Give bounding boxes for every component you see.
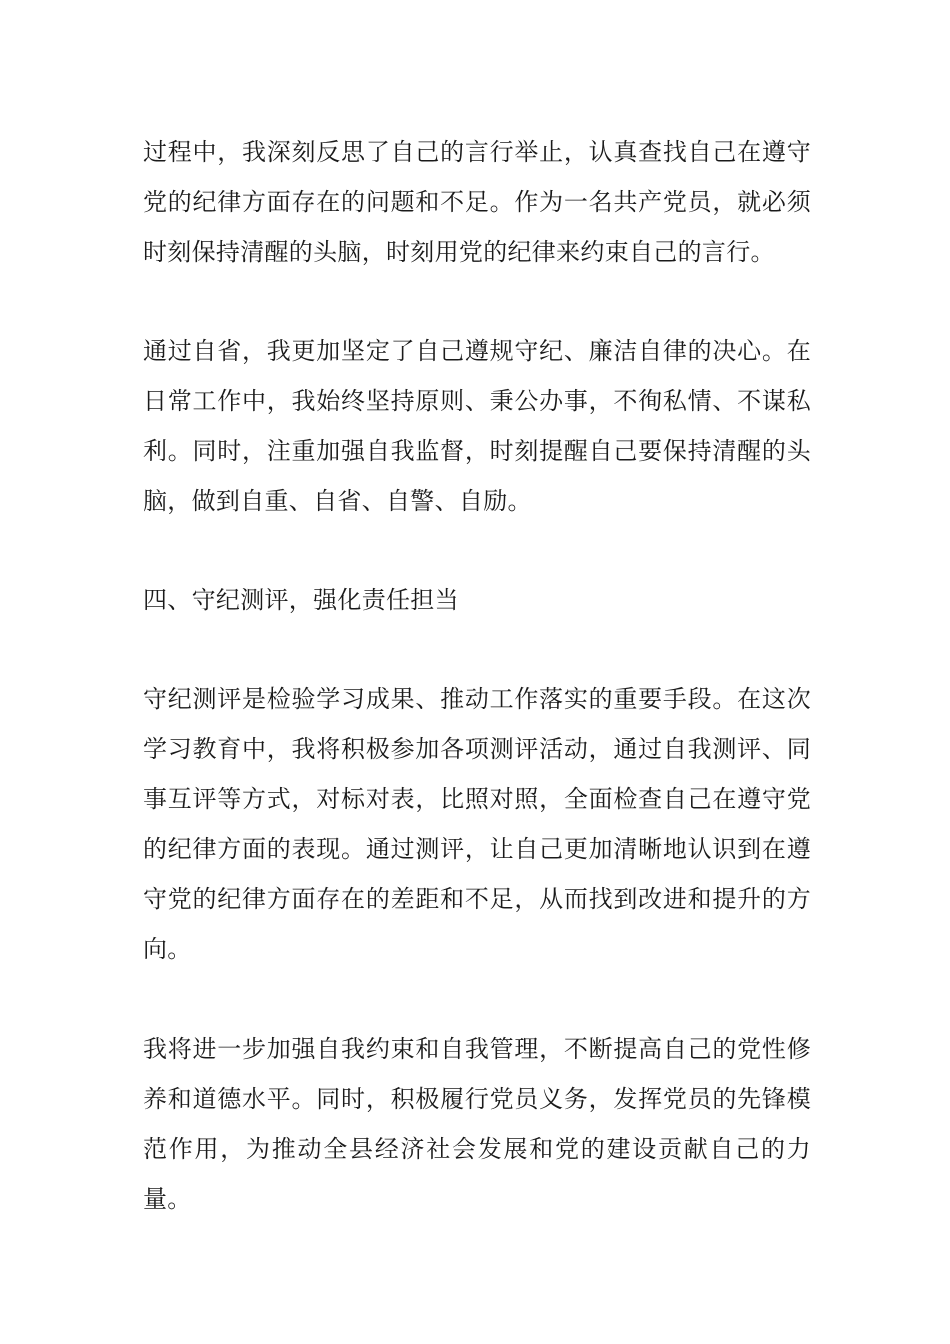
paragraph-discipline-evaluation: 守纪测评是检验学习成果、推动工作落实的重要手段。在这次学习教育中，我将积极参加各项测评活动，通过自我测评、同事互评等方式，对标对表，比照对照，全面检查自己在遵守党的纪律方面的表现。通过测评，让自己更加清晰地认识到在遵守党的纪律方面存在的差距和不足，从而找到改进和提升的方向。 xyxy=(143,685,811,963)
paragraph-reflection: 过程中，我深刻反思了自己的言行举止，认真查找自己在遵守党的纪律方面存在的问题和不足。作为一名共产党员，就必须时刻保持清醒的头脑，时刻用党的纪律来约束自己的言行。 xyxy=(143,138,811,266)
section-heading-4: 四、守纪测评，强化责任担当 xyxy=(143,586,459,614)
paragraph-self-management: 我将进一步加强自我约束和自我管理，不断提高自己的党性修养和道德水平。同时，积极履行党员义务，发挥党员的先锋模范作用，为推动全县经济社会发展和党的建设贡献自己的力量。 xyxy=(143,1035,811,1213)
paragraph-self-examination: 通过自省，我更加坚定了自己遵规守纪、廉洁自律的决心。在日常工作中，我始终坚持原则、秉公办事，不徇私情、不谋私利。同时，注重加强自我监督，时刻提醒自己要保持清醒的头脑，做到自重、自省、自警、自励。 xyxy=(143,337,811,515)
